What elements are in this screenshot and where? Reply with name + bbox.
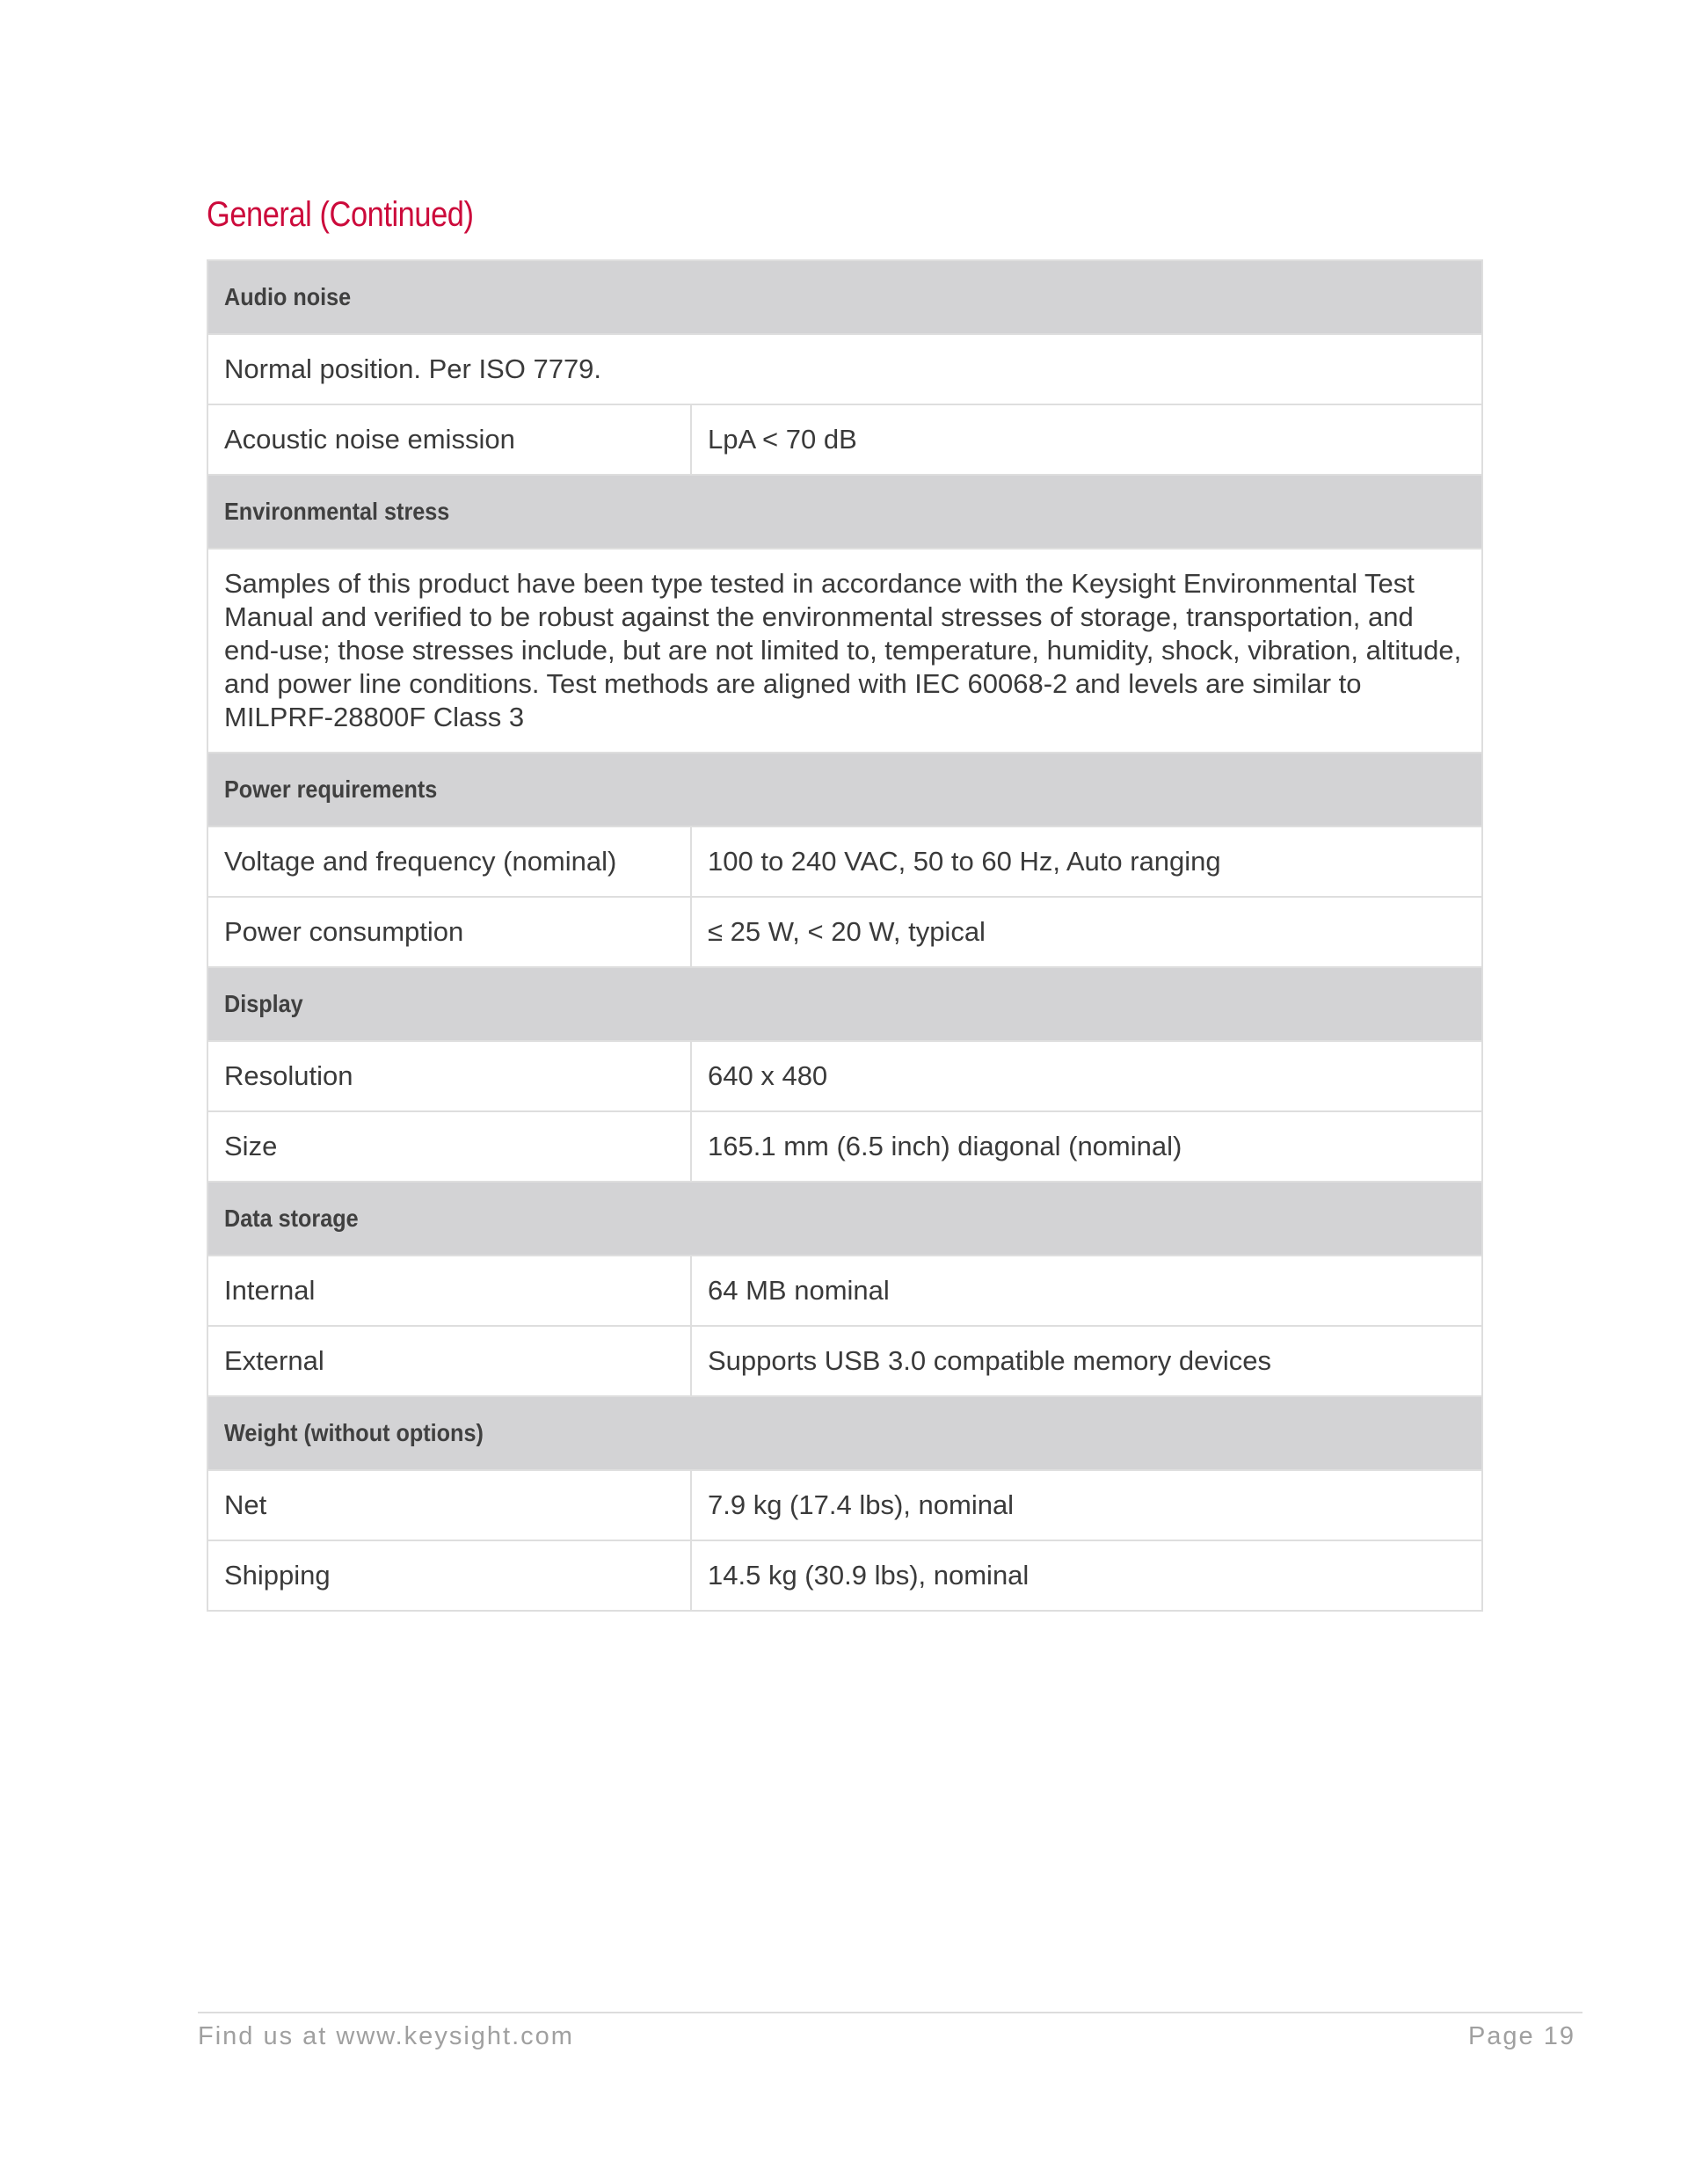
group-heading: Display bbox=[224, 990, 303, 1017]
table-row bbox=[207, 404, 1482, 475]
row-label: Acoustic noise emission bbox=[207, 404, 691, 475]
group-header-environmental-stress bbox=[207, 475, 1482, 549]
group-header-weight bbox=[207, 1396, 1482, 1470]
footer-divider bbox=[198, 2012, 1582, 2013]
group-heading: Environmental stress bbox=[224, 498, 450, 525]
group-heading: Data storage bbox=[224, 1205, 359, 1232]
group-header-data-storage bbox=[207, 1182, 1482, 1256]
table-row bbox=[207, 826, 1482, 897]
table-row bbox=[207, 1256, 1482, 1326]
group-header-display bbox=[207, 967, 1482, 1041]
group-header-power-requirements bbox=[207, 753, 1482, 826]
row-value: 640 x 480 bbox=[691, 1041, 1482, 1111]
row-value: 14.5 kg (30.9 lbs), nominal bbox=[691, 1540, 1482, 1611]
group-header-audio-noise bbox=[207, 260, 1482, 334]
row-label: Power consumption bbox=[207, 897, 691, 967]
row-label: Size bbox=[207, 1111, 691, 1182]
footer-website: Find us at www.keysight.com bbox=[198, 2022, 574, 2050]
section-title: General (Continued) bbox=[207, 195, 474, 234]
row-value: 165.1 mm (6.5 inch) diagonal (nominal) bbox=[691, 1111, 1482, 1182]
table-row bbox=[207, 1470, 1482, 1540]
group-heading: Power requirements bbox=[224, 775, 438, 803]
row-value: 100 to 240 VAC, 50 to 60 Hz, Auto ranging bbox=[691, 826, 1482, 897]
row-value: 64 MB nominal bbox=[691, 1256, 1482, 1326]
spec-table bbox=[207, 259, 1483, 1612]
group-heading: Weight (without options) bbox=[224, 1419, 484, 1446]
table-row bbox=[207, 549, 1482, 753]
page-number: Page 19 bbox=[1467, 2022, 1575, 2050]
row-label: External bbox=[207, 1326, 691, 1396]
environmental-stress-text: Samples of this product have been type tested in accordance with the Keysight Environmental Test Manual and verified to be robust against the environmental stresses of storage, transportation, and end-use; those stresses include, but are not limited to, temperature, humidity, shock, vibration, altitude, and power line conditions. Test methods are aligned with IEC 60068-2 and levels are similar to MILPRF-28800F Class 3 bbox=[207, 549, 1482, 753]
audio-noise-note: Normal position. Per ISO 7779. bbox=[207, 334, 1482, 404]
table-row bbox=[207, 1041, 1482, 1111]
table-row bbox=[207, 897, 1482, 967]
table-row bbox=[207, 334, 1482, 404]
row-label: Resolution bbox=[207, 1041, 691, 1111]
row-label: Shipping bbox=[207, 1540, 691, 1611]
table-row bbox=[207, 1326, 1482, 1396]
row-value: 7.9 kg (17.4 lbs), nominal bbox=[691, 1470, 1482, 1540]
row-value: LpA < 70 dB bbox=[691, 404, 1482, 475]
row-value: ≤ 25 W, < 20 W, typical bbox=[691, 897, 1482, 967]
row-label: Internal bbox=[207, 1256, 691, 1326]
table-row bbox=[207, 1540, 1482, 1611]
table-row bbox=[207, 1111, 1482, 1182]
row-label: Net bbox=[207, 1470, 691, 1540]
row-value: Supports USB 3.0 compatible memory devices bbox=[691, 1326, 1482, 1396]
row-label: Voltage and frequency (nominal) bbox=[207, 826, 691, 897]
group-heading: Audio noise bbox=[224, 283, 352, 310]
